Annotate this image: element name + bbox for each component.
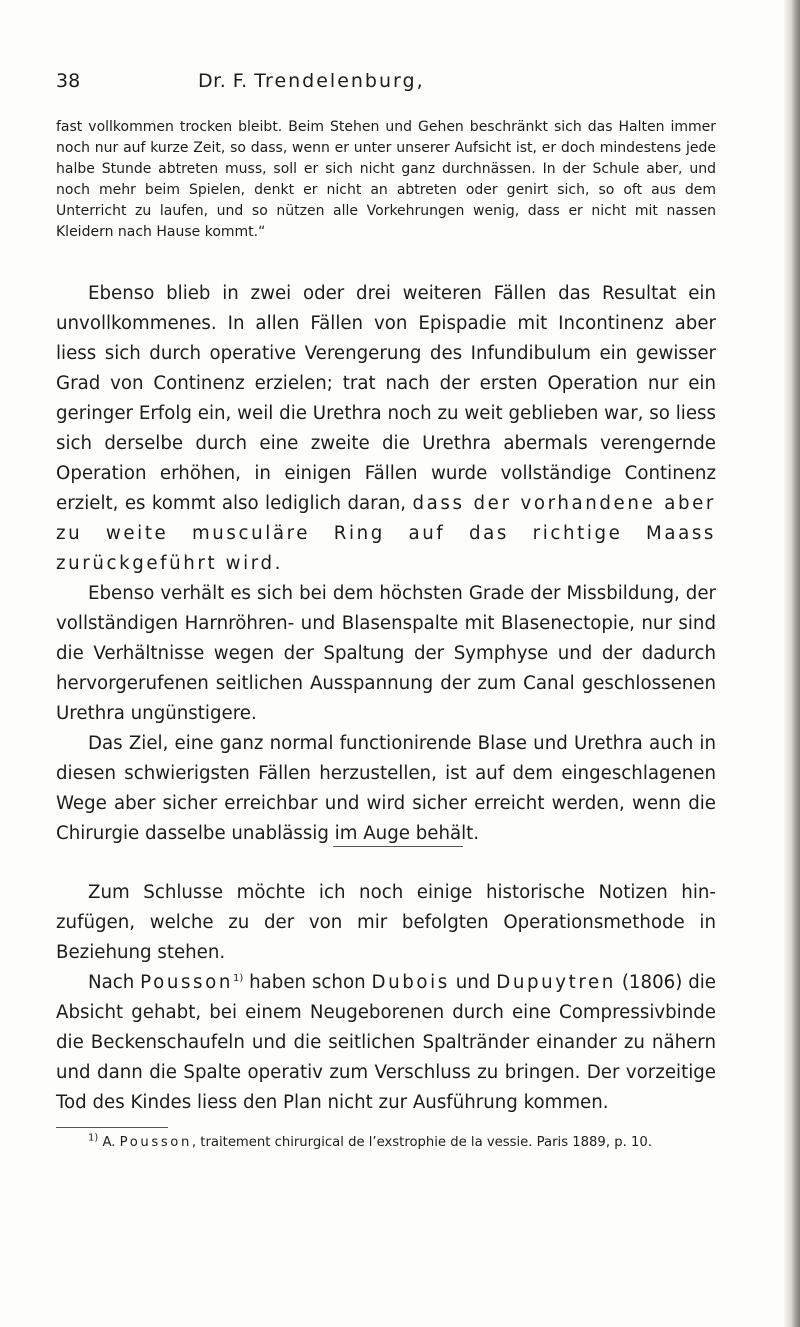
paragraph-1 [56, 279, 716, 579]
paragraph-1-text: Ebenso blieb in zwei oder drei weiteren Fällen das Resultat ein unvollkommenes. In allen Fällen von Epispadie mit Incontinenz aber liess sich durch operative Verengerung des Infundibulum ein gewisser Grad von Continenz erzielen; trat nach der ersten Operation nur ein geringer Erfolg ein, weil die Urethra noch zu weit geblieben war, so liess sich derselbe durch eine zweite die Urethra abermals verengernde Operation erhöhen, in einigen Fällen wurde vollständige Continenz erzielt, es kommt also lediglich daran, [56, 283, 716, 514]
paragraph-4: Zum Schlusse möchte ich noch einige historische Notizen hinzufügen, welche zu der von mir befolgten Operationsmethode in Beziehung stehen. [56, 882, 716, 963]
footnote-rule [56, 1127, 168, 1128]
author-name: Trendelenburg [254, 70, 417, 92]
name-dupuytren: Dupuytren [496, 972, 616, 993]
section-divider [333, 846, 463, 847]
paragraph-2: Ebenso verhält es sich bei dem höchsten Grade der Missbildung, der vollständigen Harnröhren- und Blasenspalte mit Blasenectopie, nur sind die Verhältnisse wegen der Spaltung der Symphyse und der dadurch hervorgerufenen seitlichen Ausspannung der zum Canal geschlossenen Urethra ungünstigere. [56, 583, 716, 724]
author-suffix: , [416, 70, 424, 92]
p5-prefix: Nach [88, 972, 141, 993]
quoted-report-block [56, 117, 716, 243]
paragraph-5 [56, 968, 716, 1118]
page-header [56, 70, 756, 100]
footnote-author: Pousson [119, 1135, 192, 1150]
footnote [56, 1134, 716, 1152]
footnote-text [56, 1134, 716, 1152]
p5-middle-1: haben schon [243, 972, 372, 993]
footnote-reference: 1) [232, 972, 244, 984]
author-prefix: Dr. F. [198, 70, 255, 92]
paragraph-1-emphasis: dass der vorhandene aber zu weite musculäre Ring auf das richtige Maass zurückgeführt wird. [56, 493, 717, 574]
name-dubois: Dubois [371, 972, 450, 993]
page-number: 38 [56, 70, 81, 92]
p5-rest: (1806) die Absicht gehabt, bei einem Neugeborenen durch eine Compressivbinde die Beckenschaufeln und die seitlichen Spaltränder einander zu nähern und dann die Spalte operativ zum Verschluss zu bringen. Der vorzeitige Tod des Kindes liess den Plan nicht zur Ausführung kommen. [56, 972, 716, 1113]
quote-paragraph: fast vollkommen trocken bleibt. Beim Stehen und Gehen beschränkt sich das Halten immer noch nur auf kurze Zeit, so dass, wenn er unter unserer Aufsicht ist, er doch mindestens jede halbe Stunde abtreten muss, soll er sich nicht ganz durchnässen. In der Schule aber, und noch mehr beim Spielen, denkt er nicht an abtreten oder genirt sich, so oft aus dem Unterricht zu laufen, und so nützen alle Vorkehrungen wenig, dass er nicht mit nassen Kleidern nach Hause kommt.“ [56, 119, 716, 240]
running-head [198, 70, 423, 92]
paragraph-3: Das Ziel, eine ganz normal functionirende Blase und Urethra auch in diesen schwierigsten Fällen herzustellen, ist auf dem eingeschlagenen Wege aber sicher erreichbar und wird sicher erreicht werden, wenn die Chirurgie dasselbe unablässig im Auge behält. [56, 733, 716, 844]
footnote-marker: 1) [88, 1132, 99, 1144]
p5-middle-2: und [449, 972, 497, 993]
footnote-citation: , traitement chirurgical de l’exstrophie de la vessie. Paris 1889, p. 10. [191, 1135, 652, 1150]
scan-edge-shadow [784, 0, 800, 1327]
main-text-block [56, 279, 716, 849]
name-pousson: Pousson [140, 972, 233, 993]
historical-notes-block [56, 878, 716, 1118]
footnote-author-prefix: A. [98, 1135, 120, 1150]
